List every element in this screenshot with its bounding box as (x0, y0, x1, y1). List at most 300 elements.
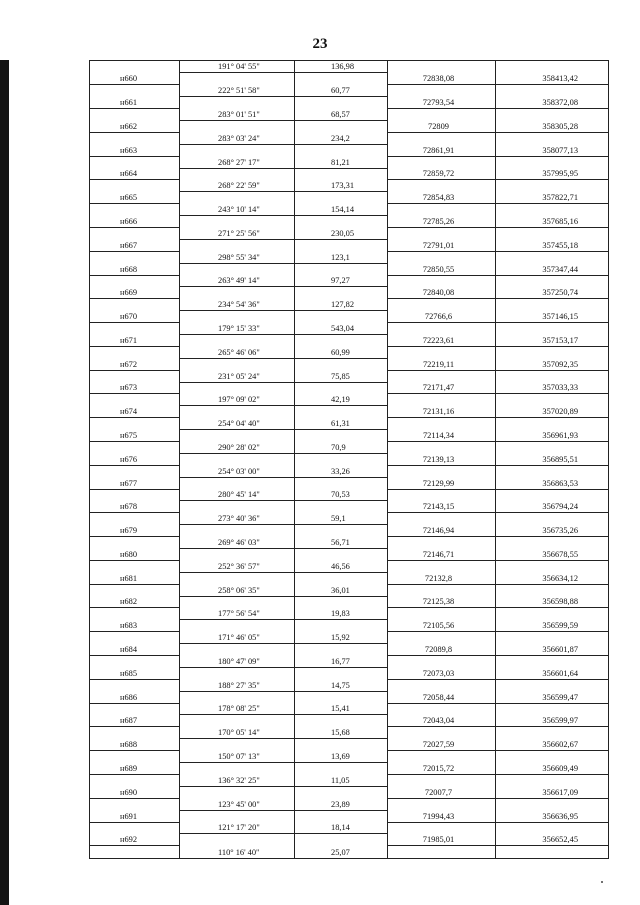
coordinates-table (89, 60, 609, 859)
direction-angle-cell (180, 334, 295, 346)
direction-angle-cell (180, 632, 295, 644)
distance-cell (295, 323, 388, 335)
x-coordinate: 72073,03 (422, 668, 455, 678)
segment-row (90, 370, 609, 382)
point-name: н665 (120, 193, 138, 203)
segment-row (90, 204, 609, 216)
point-name: н688 (120, 740, 138, 750)
y-coordinate: 356601,64 (542, 668, 578, 678)
distance-cell (295, 465, 388, 477)
point-name: н668 (120, 264, 138, 274)
point-row (90, 549, 609, 561)
point-row (90, 216, 609, 228)
x-coordinate-cell (388, 311, 496, 323)
segment-row (90, 798, 609, 810)
x-coordinate: 72838,08 (422, 74, 455, 84)
point-name: н672 (120, 359, 138, 369)
direction-angle-cell (180, 61, 295, 73)
direction-angle: 191° 04' 55" (218, 62, 260, 72)
segment-row (90, 132, 609, 144)
y-coordinate: 356735,26 (542, 526, 578, 536)
point-name: н687 (120, 716, 138, 726)
direction-angle-cell (180, 275, 295, 287)
distance-cell (295, 525, 388, 537)
direction-angle-cell (180, 763, 295, 775)
point-name-cell (90, 620, 180, 632)
direction-angle-cell (180, 358, 295, 370)
distance-cell (295, 251, 388, 263)
direction-angle-cell (180, 168, 295, 180)
point-name-cell (90, 632, 180, 644)
y-coordinate-cell (496, 109, 609, 121)
y-coordinate-cell (496, 204, 609, 216)
point-row (90, 311, 609, 323)
distance-cell (295, 73, 388, 85)
x-coordinate-cell (388, 180, 496, 192)
x-coordinate: 72089,8 (424, 645, 453, 655)
direction-angle: 231° 05' 24" (218, 371, 260, 381)
segment-row (90, 632, 609, 644)
direction-angle-cell (180, 596, 295, 608)
point-name-cell (90, 453, 180, 465)
direction-angle-cell (180, 620, 295, 632)
point-name-cell (90, 299, 180, 311)
distance: 23,89 (331, 799, 350, 809)
distance-cell (295, 572, 388, 584)
x-coordinate-cell (388, 608, 496, 620)
direction-angle-cell (180, 216, 295, 228)
y-coordinate: 357020,89 (542, 407, 578, 417)
distance-cell (295, 346, 388, 358)
distance: 19,83 (331, 609, 350, 619)
x-coordinate-cell (388, 61, 496, 73)
x-coordinate-cell (388, 418, 496, 430)
direction-angle: 265° 46' 06" (218, 347, 260, 357)
point-name-cell (90, 751, 180, 763)
distance: 33,26 (331, 466, 350, 476)
point-name-cell (90, 727, 180, 739)
y-coordinate-cell (496, 132, 609, 144)
x-coordinate-cell (388, 382, 496, 394)
direction-angle-cell (180, 489, 295, 501)
point-name: н660 (120, 74, 138, 84)
y-coordinate-cell (496, 477, 609, 489)
distance-cell (295, 786, 388, 798)
point-name-cell (90, 334, 180, 346)
x-coordinate-cell (388, 132, 496, 144)
direction-angle: 110° 16' 40" (218, 847, 260, 857)
x-coordinate-cell (388, 810, 496, 822)
y-coordinate: 356652,45 (542, 835, 578, 845)
y-coordinate: 356794,24 (542, 502, 578, 512)
point-name-cell (90, 358, 180, 370)
x-coordinate-cell (388, 549, 496, 561)
distance-cell (295, 311, 388, 323)
segment-row (90, 85, 609, 97)
distance-cell (295, 442, 388, 454)
point-row (90, 453, 609, 465)
point-name-cell (90, 251, 180, 263)
y-coordinate-cell (496, 798, 609, 810)
y-coordinate-cell (496, 763, 609, 775)
y-coordinate-cell (496, 715, 609, 727)
y-coordinate: 356634,12 (542, 573, 578, 583)
x-coordinate-cell (388, 192, 496, 204)
point-name-cell (90, 120, 180, 132)
y-coordinate-cell (496, 727, 609, 739)
y-coordinate: 356961,93 (542, 431, 578, 440)
x-coordinate-cell (388, 727, 496, 739)
point-row (90, 644, 609, 656)
distance-cell (295, 334, 388, 346)
point-row (90, 501, 609, 513)
y-coordinate-cell (496, 751, 609, 763)
direction-angle: 290° 28' 02" (218, 442, 260, 452)
distance-cell (295, 751, 388, 763)
y-coordinate-cell (496, 465, 609, 477)
y-coordinate-cell (496, 834, 609, 846)
x-coordinate-cell (388, 679, 496, 691)
direction-angle-cell (180, 311, 295, 323)
point-name-cell (90, 703, 180, 715)
direction-angle-cell (180, 810, 295, 822)
point-row (90, 144, 609, 156)
direction-angle-cell (180, 120, 295, 132)
direction-angle-cell (180, 85, 295, 97)
y-coordinate-cell (496, 549, 609, 561)
segment-row (90, 513, 609, 525)
distance: 136,98 (331, 62, 355, 72)
distance: 15,92 (331, 633, 350, 643)
y-coordinate-cell (496, 180, 609, 192)
y-coordinate-cell (496, 822, 609, 834)
direction-angle-cell (180, 406, 295, 418)
point-name-cell (90, 180, 180, 192)
y-coordinate-cell (496, 73, 609, 85)
point-name-cell (90, 442, 180, 454)
distance: 16,77 (331, 656, 350, 666)
x-coordinate-cell (388, 572, 496, 584)
y-coordinate-cell (496, 644, 609, 656)
point-name-cell (90, 406, 180, 418)
x-coordinate-cell (388, 144, 496, 156)
point-row (90, 620, 609, 632)
point-name-cell (90, 786, 180, 798)
distance-cell (295, 204, 388, 216)
y-coordinate-cell (496, 572, 609, 584)
segment-row (90, 109, 609, 121)
distance: 68,57 (331, 109, 350, 119)
x-coordinate: 72015,72 (422, 763, 455, 773)
y-coordinate-cell (496, 691, 609, 703)
point-name-cell (90, 430, 180, 442)
distance-cell (295, 453, 388, 465)
distance-cell (295, 584, 388, 596)
point-name-cell (90, 525, 180, 537)
segment-row (90, 703, 609, 715)
y-coordinate: 357685,16 (542, 216, 578, 226)
point-name-cell (90, 691, 180, 703)
y-coordinate-cell (496, 192, 609, 204)
y-coordinate: 357347,44 (542, 264, 578, 274)
distance-cell (295, 168, 388, 180)
direction-angle: 298° 55' 34" (218, 252, 260, 262)
point-name-cell (90, 572, 180, 584)
segment-row (90, 442, 609, 454)
distance-cell (295, 513, 388, 525)
x-coordinate-cell (388, 620, 496, 632)
x-coordinate: 72854,83 (422, 193, 455, 203)
distance-cell (295, 620, 388, 632)
x-coordinate: 72766,6 (424, 312, 453, 322)
distance: 81,21 (331, 157, 350, 167)
y-coordinate-cell (496, 227, 609, 239)
point-name-cell (90, 216, 180, 228)
point-row (90, 120, 609, 132)
y-coordinate-cell (496, 489, 609, 501)
distance-cell (295, 299, 388, 311)
distance-cell (295, 97, 388, 109)
direction-angle-cell (180, 739, 295, 751)
segment-row (90, 537, 609, 549)
coordinates-table-body (90, 61, 609, 859)
direction-angle-cell (180, 715, 295, 727)
y-coordinate-cell (496, 168, 609, 180)
direction-angle-cell (180, 584, 295, 596)
y-coordinate-cell (496, 334, 609, 346)
point-row (90, 97, 609, 109)
direction-angle-cell (180, 430, 295, 442)
direction-angle: 280° 45' 14" (218, 490, 260, 500)
point-name-cell (90, 192, 180, 204)
point-name-cell (90, 61, 180, 73)
x-coordinate: 72105,56 (422, 621, 455, 631)
point-name-cell (90, 132, 180, 144)
direction-angle-cell (180, 834, 295, 846)
distance-cell (295, 406, 388, 418)
y-coordinate: 356895,51 (542, 454, 578, 464)
direction-angle-cell (180, 501, 295, 513)
distance-cell (295, 132, 388, 144)
x-coordinate: 72114,34 (422, 431, 455, 440)
y-coordinate-cell (496, 216, 609, 228)
direction-angle-cell (180, 656, 295, 668)
direction-angle-cell (180, 679, 295, 691)
x-coordinate: 72027,59 (422, 740, 455, 750)
y-coordinate-cell (496, 608, 609, 620)
x-coordinate: 72043,04 (422, 716, 455, 726)
direction-angle-cell (180, 477, 295, 489)
distance: 36,01 (331, 585, 350, 595)
y-coordinate: 357092,35 (542, 359, 578, 369)
direction-angle-cell (180, 109, 295, 121)
x-coordinate: 71994,43 (422, 811, 455, 821)
direction-angle: 150° 07' 13" (218, 752, 260, 762)
point-name-cell (90, 156, 180, 168)
x-coordinate-cell (388, 560, 496, 572)
segment-row (90, 180, 609, 192)
segment-row (90, 846, 609, 858)
y-coordinate: 357033,33 (542, 383, 578, 393)
point-name-cell (90, 549, 180, 561)
x-coordinate-cell (388, 537, 496, 549)
x-coordinate-cell (388, 370, 496, 382)
point-name-cell (90, 323, 180, 335)
x-coordinate-cell (388, 501, 496, 513)
point-name: н692 (120, 835, 138, 845)
segment-row (90, 227, 609, 239)
segment-row (90, 679, 609, 691)
y-coordinate-cell (496, 382, 609, 394)
y-coordinate: 357153,17 (542, 335, 578, 345)
point-name: н680 (120, 549, 138, 559)
x-coordinate-cell (388, 632, 496, 644)
y-coordinate: 356599,47 (542, 692, 578, 702)
direction-angle: 180° 47' 09" (218, 656, 260, 666)
segment-row (90, 61, 609, 73)
point-name-cell (90, 73, 180, 85)
y-coordinate: 356598,88 (542, 597, 578, 607)
distance: 543,04 (331, 323, 355, 333)
distance-cell (295, 703, 388, 715)
point-name-cell (90, 513, 180, 525)
point-name-cell (90, 109, 180, 121)
x-coordinate-cell (388, 774, 496, 786)
x-coordinate-cell (388, 251, 496, 263)
point-name-cell (90, 810, 180, 822)
point-row (90, 406, 609, 418)
x-coordinate-cell (388, 644, 496, 656)
direction-angle-cell (180, 299, 295, 311)
distance-cell (295, 632, 388, 644)
point-row (90, 691, 609, 703)
x-coordinate-cell (388, 239, 496, 251)
point-name-cell (90, 144, 180, 156)
distance-cell (295, 501, 388, 513)
point-row (90, 334, 609, 346)
distance: 60,99 (331, 347, 350, 357)
point-name-cell (90, 798, 180, 810)
y-coordinate-cell (496, 275, 609, 287)
point-name: н690 (120, 787, 138, 797)
distance-cell (295, 846, 388, 858)
direction-angle-cell (180, 572, 295, 584)
point-row (90, 382, 609, 394)
direction-angle: 136° 32' 25" (218, 775, 260, 785)
direction-angle-cell (180, 382, 295, 394)
point-name-cell (90, 560, 180, 572)
x-coordinate: 72219,11 (422, 359, 455, 369)
y-coordinate: 356678,55 (542, 549, 578, 559)
distance-cell (295, 85, 388, 97)
direction-angle-cell (180, 323, 295, 335)
x-coordinate-cell (388, 715, 496, 727)
distance-cell (295, 549, 388, 561)
direction-angle-cell (180, 394, 295, 406)
point-name-cell (90, 656, 180, 668)
direction-angle-cell (180, 287, 295, 299)
distance-cell (295, 394, 388, 406)
segment-row (90, 822, 609, 834)
direction-angle-cell (180, 442, 295, 454)
direction-angle: 188° 27' 35" (218, 680, 260, 690)
point-name: н667 (120, 240, 138, 250)
point-row (90, 739, 609, 751)
x-coordinate-cell (388, 525, 496, 537)
x-coordinate-cell (388, 299, 496, 311)
distance-cell (295, 691, 388, 703)
direction-angle-cell (180, 727, 295, 739)
scan-speck (601, 881, 603, 883)
direction-angle: 283° 01' 51" (218, 109, 260, 119)
point-name-cell (90, 846, 180, 858)
x-coordinate-cell (388, 346, 496, 358)
direction-angle: 243° 10' 14" (218, 205, 260, 215)
y-coordinate-cell (496, 97, 609, 109)
x-coordinate: 72223,61 (422, 335, 455, 345)
point-name-cell (90, 739, 180, 751)
direction-angle-cell (180, 703, 295, 715)
direction-angle: 271° 25' 56" (218, 228, 260, 238)
x-coordinate-cell (388, 477, 496, 489)
point-name: н685 (120, 668, 138, 678)
direction-angle: 254° 03' 00" (218, 466, 260, 476)
point-name: н675 (120, 431, 138, 440)
distance-cell (295, 263, 388, 275)
y-coordinate-cell (496, 453, 609, 465)
point-name-cell (90, 489, 180, 501)
x-coordinate: 72171,47 (422, 383, 455, 393)
y-coordinate: 358077,13 (542, 145, 578, 155)
x-coordinate-cell (388, 156, 496, 168)
point-name-cell (90, 311, 180, 323)
direction-angle: 179° 15' 33" (218, 323, 260, 333)
y-coordinate-cell (496, 144, 609, 156)
x-coordinate-cell (388, 656, 496, 668)
distance: 230,05 (331, 228, 355, 238)
distance: 14,75 (331, 680, 350, 690)
y-coordinate: 356599,97 (542, 716, 578, 726)
point-name: н666 (120, 216, 138, 226)
x-coordinate-cell (388, 394, 496, 406)
direction-angle-cell (180, 525, 295, 537)
direction-angle-cell (180, 97, 295, 109)
point-name: н674 (120, 407, 138, 417)
point-row (90, 430, 609, 442)
distance-cell (295, 180, 388, 192)
distance-cell (295, 596, 388, 608)
direction-angle: 170° 05' 14" (218, 728, 260, 738)
direction-angle-cell (180, 822, 295, 834)
direction-angle: 268° 27' 17" (218, 157, 260, 167)
point-name-cell (90, 477, 180, 489)
point-name-cell (90, 537, 180, 549)
point-row (90, 810, 609, 822)
segment-row (90, 418, 609, 430)
y-coordinate-cell (496, 656, 609, 668)
segment-row (90, 251, 609, 263)
x-coordinate-cell (388, 763, 496, 775)
y-coordinate-cell (496, 596, 609, 608)
distance: 70,9 (331, 442, 346, 452)
distance-cell (295, 418, 388, 430)
point-row (90, 715, 609, 727)
point-name-cell (90, 370, 180, 382)
point-name-cell (90, 465, 180, 477)
direction-angle: 178° 08' 25" (218, 704, 260, 714)
distance: 15,68 (331, 728, 350, 738)
direction-angle: 234° 54' 36" (218, 300, 260, 310)
